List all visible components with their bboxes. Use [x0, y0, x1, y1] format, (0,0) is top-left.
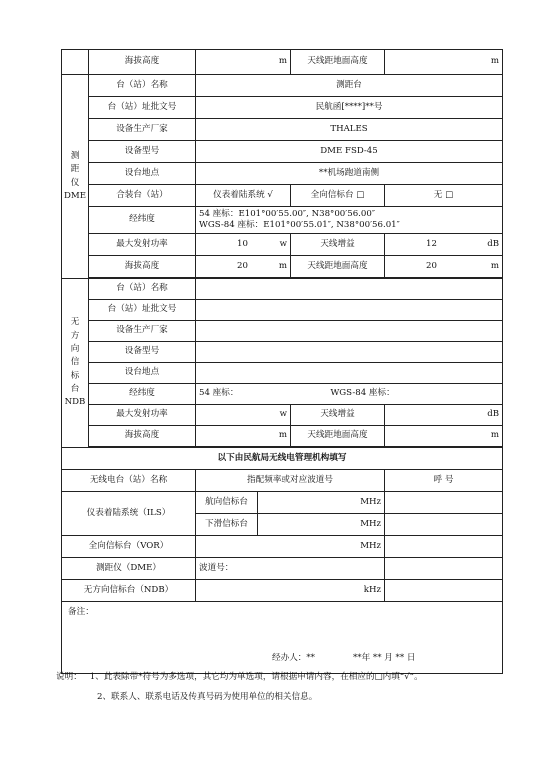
ndb-maker-value[interactable]: [196, 321, 503, 342]
ndb-power-unit: w: [196, 405, 291, 426]
ndb-coord-cell: [196, 384, 503, 405]
dme-approval-value: 民航函[****]**号: [196, 97, 503, 119]
dme-colocated-row: [62, 185, 503, 207]
top-ant-label: 天线距地面高度: [291, 50, 385, 75]
station-form-table: [61, 49, 503, 674]
dme-alt-cell: [196, 256, 291, 278]
note-line-1: [56, 672, 423, 682]
caac-loc-label: 航向信标台: [196, 492, 258, 514]
dme-model-label: 设备型号: [89, 141, 196, 163]
dme-gain-value: 12: [426, 238, 437, 249]
ndb-alt-unit: m: [196, 426, 291, 447]
caac-dme-label: 测距仪（DME）: [62, 558, 196, 580]
dme-maker-row: [62, 119, 503, 141]
ndb-station-name-row: [62, 279, 503, 300]
ndb-gain-label: 天线增益: [291, 405, 385, 426]
remarks-row: [62, 602, 503, 674]
dme-maker-label: 设备生产厂家: [89, 119, 196, 141]
caac-gs-callsign[interactable]: [385, 514, 503, 536]
dme-model-value: DME FSD-45: [196, 141, 503, 163]
dme-coord-label: 经纬度: [89, 207, 196, 234]
notes-prefix: 说明：: [56, 672, 82, 682]
dme-site-value: **机场跑道南侧: [196, 163, 503, 185]
note-item-1: 1、此表除带*符号为多选项，其它均为单选项，请根据申请内容，在相应的□内填“√”。: [89, 672, 423, 682]
dme-ant-cell: [385, 256, 503, 278]
caac-vor-label: 全向信标台（VOR）: [62, 536, 196, 558]
caac-loc-callsign[interactable]: [385, 492, 503, 514]
dme-site-label: 设台地点: [89, 163, 196, 185]
ndb-alt-label: 海拔高度: [89, 426, 196, 447]
caac-ils-label: 仪表着陆系统（ILS）: [62, 492, 196, 536]
dme-power-unit: w: [279, 238, 287, 249]
dme-station-name-row: [62, 75, 503, 97]
dme-maker-value: THALES: [196, 119, 503, 141]
ndb-coord-54: 54 座标：: [199, 388, 239, 399]
dme-colocated-ils-option[interactable]: 仪表着陆系统 √: [196, 185, 291, 207]
dme-gain-label: 天线增益: [291, 234, 385, 256]
caac-gs-unit: MHz: [258, 514, 385, 536]
caac-ndb-callsign[interactable]: [385, 580, 503, 602]
dme-colocated-vor-option[interactable]: 全向信标台 □: [291, 185, 385, 207]
caac-loc-unit: MHz: [258, 492, 385, 514]
ndb-model-value[interactable]: [196, 342, 503, 363]
note-item-2: 2、联系人、联系电话及传真号码为使用单位的相关信息。: [97, 692, 318, 703]
dme-power-row: [62, 234, 503, 256]
dme-station-name-label: 台（站）名称: [89, 75, 196, 97]
top-alt-label: 海拔高度: [89, 50, 196, 75]
ndb-section-label: 无 方 向 信 标 台 NDB: [62, 279, 89, 448]
top-spacer-cell: [62, 50, 89, 75]
ndb-maker-label: 设备生产厂家: [89, 321, 196, 342]
dme-approval-label: 台（站）址批文号: [89, 97, 196, 119]
caac-ndb-row: [62, 580, 503, 602]
top-ant-unit: m: [385, 50, 503, 75]
dme-coord-row: [62, 207, 503, 234]
caac-ndb-label: 无方向信标台（NDB）: [62, 580, 196, 602]
dme-station-name-value: 测距台: [196, 75, 503, 97]
dme-coord-wgs84: WGS-84 座标：E101°00′55.01″, N38°00′56.01″: [199, 220, 400, 230]
ndb-approval-label: 台（站）址批文号: [89, 300, 196, 321]
ndb-ant-unit: m: [385, 426, 503, 447]
dme-site-row: [62, 163, 503, 185]
form-notes: [56, 672, 423, 703]
ndb-site-row: [62, 363, 503, 384]
caac-ils-loc-row: [62, 492, 503, 514]
ndb-maker-row: [62, 321, 503, 342]
caac-dme-channel: 波道号：: [196, 558, 385, 580]
caac-col-station: 无线电台（站）名称: [62, 470, 196, 492]
top-alt-unit: m: [196, 50, 291, 75]
dme-colocated-none-option[interactable]: 无 □: [385, 185, 503, 207]
ndb-model-label: 设备型号: [89, 342, 196, 363]
dme-power-cell: [196, 234, 291, 256]
ndb-coord-label: 经纬度: [89, 384, 196, 405]
ndb-coord-row: [62, 384, 503, 405]
remarks-signer: [272, 654, 415, 664]
caac-dme-callsign[interactable]: [385, 558, 503, 580]
caac-vor-row: [62, 536, 503, 558]
dme-alt-label: 海拔高度: [89, 256, 196, 278]
ndb-site-value[interactable]: [196, 363, 503, 384]
ndb-station-name-label: 台（站）名称: [89, 279, 196, 300]
handler-signature: 经办人：**: [272, 653, 315, 663]
dme-alt-unit: m: [278, 260, 287, 271]
caac-vor-unit: MHz: [196, 536, 385, 558]
signing-date: **年 ** 月 ** 日: [352, 653, 416, 663]
top-altitude-row: [62, 50, 503, 75]
dme-altitude-row: [62, 256, 503, 278]
ndb-site-label: 设台地点: [89, 363, 196, 384]
ndb-altitude-row: [62, 426, 503, 447]
dme-alt-value: 20: [237, 260, 248, 271]
dme-colocated-label: 合装台（站）: [89, 185, 196, 207]
ndb-power-row: [62, 405, 503, 426]
caac-dme-row: [62, 558, 503, 580]
ndb-power-label: 最大发射功率: [89, 405, 196, 426]
caac-ndb-unit: kHz: [196, 580, 385, 602]
caac-vor-callsign[interactable]: [385, 536, 503, 558]
dme-coord-54: 54 座标：E101°00′55.00″, N38°00′56.00″: [199, 209, 376, 220]
ndb-approval-value[interactable]: [196, 300, 503, 321]
dme-ant-label: 天线距地面高度: [291, 256, 385, 278]
caac-gs-label: 下滑信标台: [196, 514, 258, 536]
caac-col-frequency: 指配频率或对应波道号: [196, 470, 385, 492]
dme-gain-cell: [385, 234, 503, 256]
remarks-label: 备注：: [68, 607, 94, 617]
dme-ant-unit: m: [490, 260, 500, 271]
dme-gain-unit: dB: [487, 238, 500, 249]
ndb-gain-unit: dB: [385, 405, 503, 426]
dme-section-label: 测 距 仪 DME: [62, 75, 89, 279]
ndb-ant-label: 天线距地面高度: [291, 426, 385, 447]
ndb-coord-wgs84: WGS-84 座标：: [330, 388, 395, 399]
dme-power-value: 10: [237, 238, 248, 249]
caac-col-callsign: 呼 号: [385, 470, 503, 492]
dme-power-label: 最大发射功率: [89, 234, 196, 256]
dme-ant-value: 20: [426, 260, 437, 271]
ndb-station-name-value[interactable]: [196, 279, 503, 300]
caac-header: 以下由民航局无线电管理机构填写: [62, 448, 503, 470]
dme-model-row: [62, 141, 503, 163]
dme-approval-row: [62, 97, 503, 119]
caac-header-row: [62, 448, 503, 470]
caac-column-header-row: [62, 470, 503, 492]
dme-coord-values: [196, 207, 503, 234]
ndb-model-row: [62, 342, 503, 363]
ndb-approval-row: [62, 300, 503, 321]
remarks-cell[interactable]: [62, 602, 503, 674]
